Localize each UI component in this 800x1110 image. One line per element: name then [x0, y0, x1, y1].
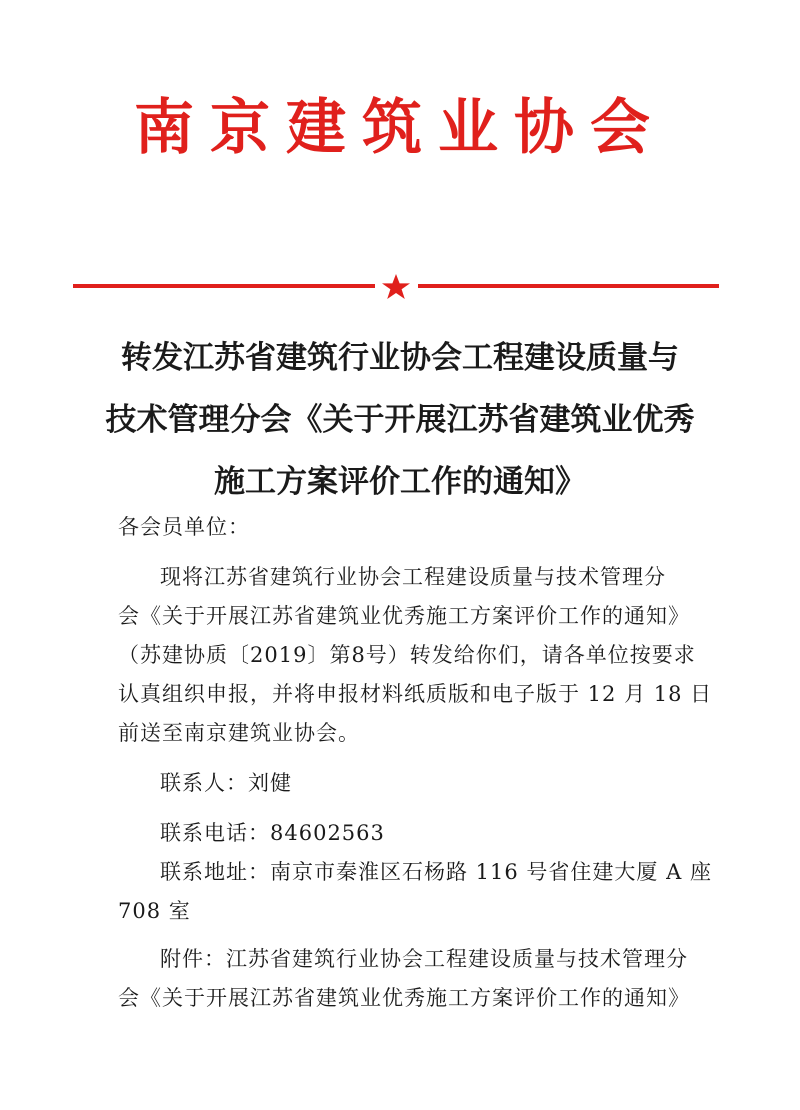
- salutation: 各会员单位：: [118, 515, 250, 539]
- document-title-line-1: 转发江苏省建筑行业协会工程建设质量与: [121, 340, 679, 376]
- paragraph-line: （苏建协质〔2019〕第8号）转发给你们，请各单位按要求: [118, 643, 696, 667]
- red-star-icon: [380, 274, 412, 300]
- contact-address-line-2: 708 室: [118, 899, 191, 923]
- paragraph-line: 会《关于开展江苏省建筑业优秀施工方案评价工作的通知》: [118, 604, 690, 628]
- attachment-line-2: 会《关于开展江苏省建筑业优秀施工方案评价工作的通知》: [118, 986, 690, 1010]
- org-letterhead-title: 南京建筑业协会: [134, 93, 666, 163]
- letterhead-rule-left: [73, 284, 375, 288]
- paragraph-line: 现将江苏省建筑行业协会工程建设质量与技术管理分: [160, 565, 666, 589]
- paragraph-line: 认真组织申报，并将申报材料纸质版和电子版于 12 月 18 日: [118, 682, 713, 706]
- contact-person: 联系人：刘健: [160, 771, 292, 795]
- paragraph-line: 前送至南京建筑业协会。: [118, 721, 360, 745]
- contact-phone: 联系电话：84602563: [160, 821, 385, 845]
- attachment-line-1: 附件：江苏省建筑行业协会工程建设质量与技术管理分: [160, 947, 688, 971]
- document-title-line-3: 施工方案评价工作的通知》: [214, 464, 586, 500]
- contact-address-line-1: 联系地址：南京市秦淮区石杨路 116 号省住建大厦 A 座: [160, 860, 712, 884]
- document-title-line-2: 技术管理分会《关于开展江苏省建筑业优秀: [105, 402, 695, 438]
- letterhead-rule-right: [418, 284, 719, 288]
